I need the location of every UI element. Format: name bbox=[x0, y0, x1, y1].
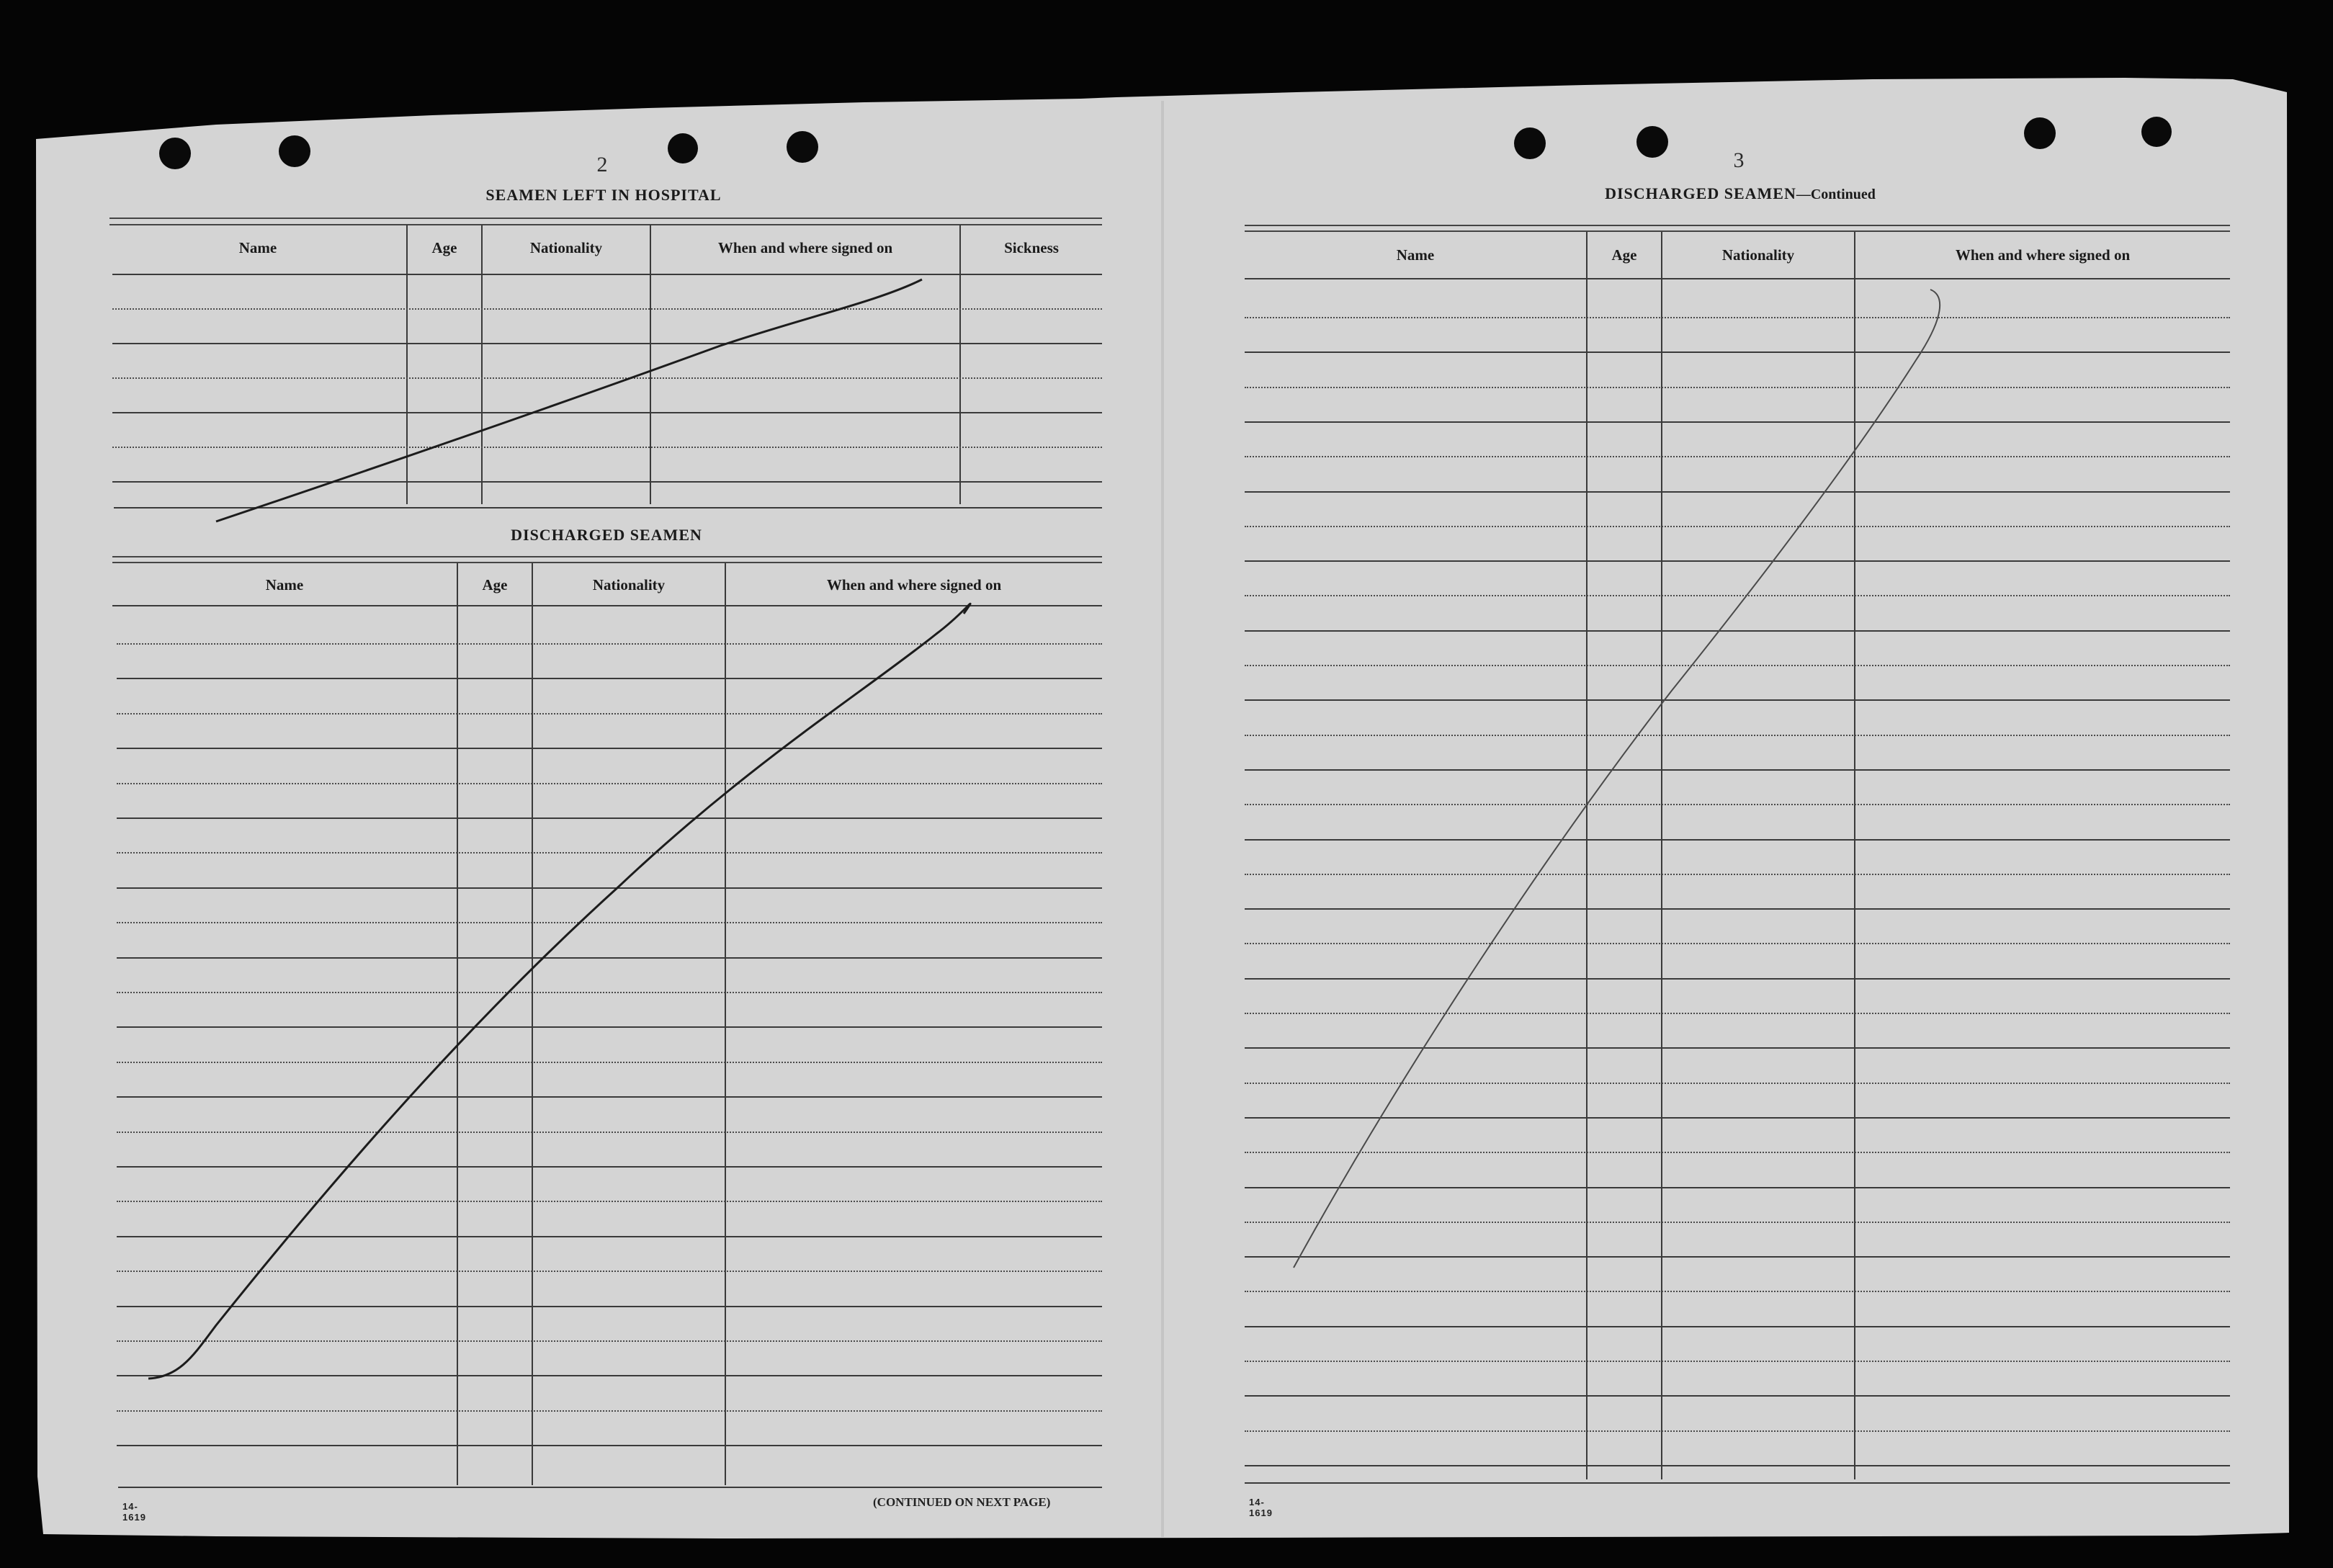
page-number: 3 bbox=[1733, 148, 1745, 172]
col-header-signed-on: When and where signed on bbox=[1955, 246, 2131, 264]
page-number: 2 bbox=[596, 153, 608, 176]
col-header-age: Age bbox=[1611, 246, 1637, 264]
col-header-name: Name bbox=[265, 576, 304, 593]
col-header-nationality: Nationality bbox=[529, 239, 603, 256]
col-header-name: Name bbox=[238, 239, 277, 256]
col-header-signed-on: When and where signed on bbox=[826, 576, 1002, 593]
col-header-age: Age bbox=[431, 239, 457, 256]
title-suffix: —Continued bbox=[1796, 187, 1876, 202]
form-number: 14-1619 bbox=[122, 1501, 146, 1523]
col-header-age: Age bbox=[482, 576, 508, 593]
col-header-signed-on: When and where signed on bbox=[717, 239, 893, 256]
continued-cancel-line bbox=[1294, 290, 1940, 1268]
continued-note: (CONTINUED ON NEXT PAGE) bbox=[873, 1495, 1051, 1509]
form-number: 14-1619 bbox=[1249, 1497, 1273, 1518]
col-header-sickness: Sickness bbox=[1004, 239, 1059, 256]
title-main: DISCHARGED SEAMEN bbox=[1605, 184, 1796, 202]
col-header-name: Name bbox=[1396, 246, 1435, 264]
col-header-nationality: Nationality bbox=[1721, 246, 1795, 264]
discharged-section-title: DISCHARGED SEAMEN bbox=[511, 526, 702, 544]
hospital-cancel-line bbox=[216, 279, 922, 521]
hospital-section-title: SEAMEN LEFT IN HOSPITAL bbox=[485, 186, 722, 204]
discharged-cancel-line bbox=[148, 604, 970, 1379]
col-header-nationality: Nationality bbox=[592, 576, 666, 593]
